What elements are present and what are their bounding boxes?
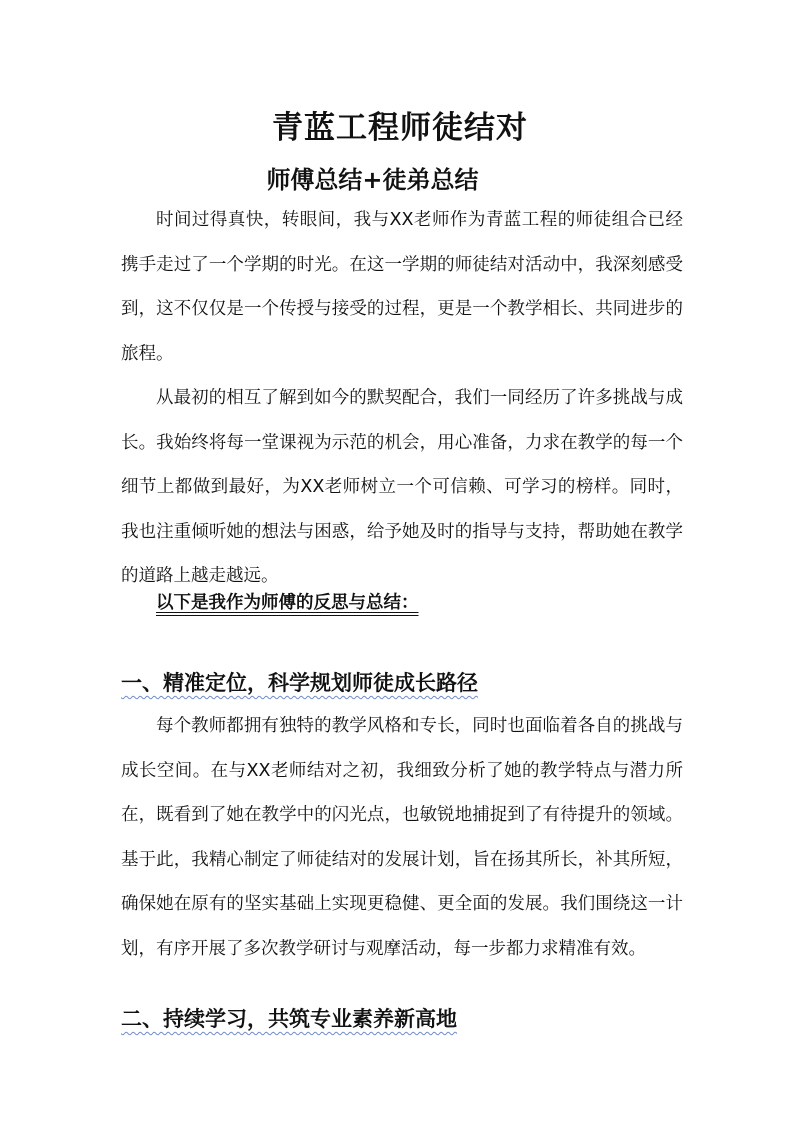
paragraph-intro: 时间过得真快，转眼间，我与XX老师作为青蓝工程的师徒组合已经携手走过了一个学期的时光。在这一学期的师徒结对活动中，我深刻感受到，这不仅仅是一个传授与接受的过程，更是一个教学相长、共同进步的旅程。 [121, 210, 683, 364]
document-title: 青蓝工程师徒结对 [272, 110, 528, 146]
reflection-intro-heading: 以下是我作为师傅的反思与总结： [156, 593, 419, 613]
section-heading-2: 二、持续学习，共筑专业素养新高地 [121, 1007, 457, 1031]
section-body-1: 每个教师都拥有独特的教学风格和专长，同时也面临着各自的挑战与成长空间。在与XX老师结对之初，我细致分析了她的教学特点与潜力所在，既看到了她在教学中的闪光点，也敏锐地捕捉到了有待提升的领域。基于此，我精心制定了师徒结对的发展计划，旨在扬其所长，补其所短，确保她在原有的坚实基础上实现更稳健、更全面的发展。我们围绕这一计划，有序开展了多次教学研讨与观摩活动，每一步都力求精准有效。 [121, 716, 683, 959]
section-heading-1: 一、精准定位，科学规划师徒成长路径 [121, 671, 478, 695]
paragraph-experience: 从最初的相互了解到如今的默契配合，我们一同经历了许多挑战与成长。我始终将每一堂课视为示范的机会，用心准备，力求在教学的每一个细节上都做到最好，为XX老师树立一个可信赖、可学习的榜样。同时，我也注重倾听她的想法与困惑，给予她及时的指导与支持，帮助她在教学的道路上越走越远。 [121, 388, 683, 587]
document-subtitle: 师傅总结+徒弟总结 [266, 166, 479, 194]
